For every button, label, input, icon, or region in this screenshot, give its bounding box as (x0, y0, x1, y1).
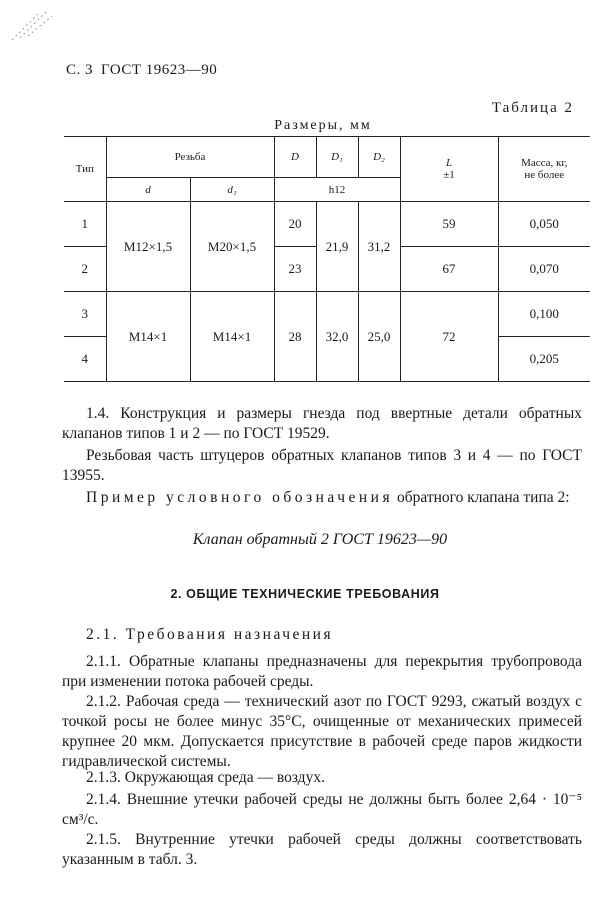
section-heading: 2. ОБЩИЕ ТЕХНИЧЕСКИЕ ТРЕБОВАНИЯ (170, 587, 440, 601)
paragraph-1-4: 1.4. Конструкция и размеры гнезда под ввертные детали обратных клапанов типов 1 и 2 — по ГОСТ 19529. (62, 405, 582, 442)
col-header-mass-line2: не более (524, 169, 565, 181)
col-header-mass-line1: Масса, кг, (521, 157, 568, 169)
col-header-mass (498, 137, 590, 202)
cell-type: 1 (81, 216, 88, 231)
cell-D2: 25,0 (358, 292, 400, 382)
cell-mass: 0,050 (498, 202, 590, 247)
table-units (0, 118, 610, 134)
cell-d: M12×1,5 (106, 202, 190, 292)
dimensions-table (64, 136, 590, 382)
cell-mass: 0,070 (498, 247, 590, 292)
col-header-D2: D₂ (358, 137, 400, 178)
cell-mass: 0,100 (498, 292, 590, 337)
paragraph-example (62, 488, 582, 508)
cell-D1: 32,0 (316, 292, 358, 382)
paragraph-2-1-2: 2.1.2. Рабочая среда — технический азот по ГОСТ 9293, сжатый воздух с точкой росы не более минус 35°С, очищенные от механических примесей крупнее 20 мкм. Допускается присутствие в рабочей среде паров жидкости гидравлической системы. (62, 693, 582, 770)
cell-d: M14×1 (106, 292, 190, 382)
cell-D: 23 (274, 247, 316, 292)
table-row (64, 292, 590, 337)
paragraph-2-1-3: 2.1.3. Окружающая среда — воздух. (86, 769, 325, 786)
page-header (66, 62, 217, 79)
cell-type: 3 (64, 292, 106, 337)
col-header-D: D (274, 137, 316, 178)
cell-L: 72 (400, 292, 498, 382)
cell-D2: 31,2 (358, 202, 400, 292)
col-header-D1: D₁ (316, 137, 358, 178)
corner-scratch-marks (8, 6, 58, 46)
page-number: С. 3 (66, 62, 94, 78)
cell-D1: 21,9 (316, 202, 358, 292)
cell-L: 59 (400, 202, 498, 247)
table-units-label: Размеры, мм (274, 118, 372, 133)
example-lead: Пример условного обозначения (86, 489, 394, 506)
col-header-h12: h12 (274, 178, 400, 202)
col-header-L-symbol: L (445, 157, 453, 169)
cell-D: 28 (274, 292, 316, 382)
col-header-d1: d₁ (190, 178, 274, 202)
cell-d1: M20×1,5 (190, 202, 274, 292)
cell-type: 4 (64, 337, 106, 382)
example-designation: Клапан обратный 2 ГОСТ 19623—90 (192, 531, 448, 548)
paragraph-2-1-1: 2.1.1. Обратные клапаны предназначены для перекрытия трубопровода при изменении потока рабочей среды. (62, 653, 582, 690)
col-header-type: Тип (64, 137, 106, 202)
subsection-2-1: 2.1. Требования назначения (86, 626, 334, 643)
col-header-L (400, 137, 498, 202)
table-caption: Таблица 2 (491, 100, 574, 116)
col-header-d: d (106, 178, 190, 202)
cell-d1: M14×1 (190, 292, 274, 382)
table-row (64, 202, 590, 247)
cell-type: 2 (64, 247, 106, 292)
example-rest: обратного клапана типа 2: (396, 489, 570, 506)
cell-mass: 0,205 (498, 337, 590, 382)
standard-number: ГОСТ 19623—90 (101, 62, 218, 78)
paragraph-2-1-5: 2.1.5. Внутренние утечки рабочей среды должны соответствовать указанным в табл. 3. (62, 831, 582, 868)
paragraph-2-1-4: 2.1.4. Внешние утечки рабочей среды не должны быть более 2,64 · 10⁻⁵ см³/с. (62, 791, 582, 828)
cell-L: 67 (400, 247, 498, 292)
cell-D: 20 (274, 202, 316, 247)
col-header-thread: Резьба (106, 137, 274, 178)
paragraph-thread-part: Резьбовая часть штуцеров обратных клапанов типов 3 и 4 — по ГОСТ 13955. (62, 447, 582, 484)
col-header-L-tolerance: ±1 (443, 169, 455, 181)
